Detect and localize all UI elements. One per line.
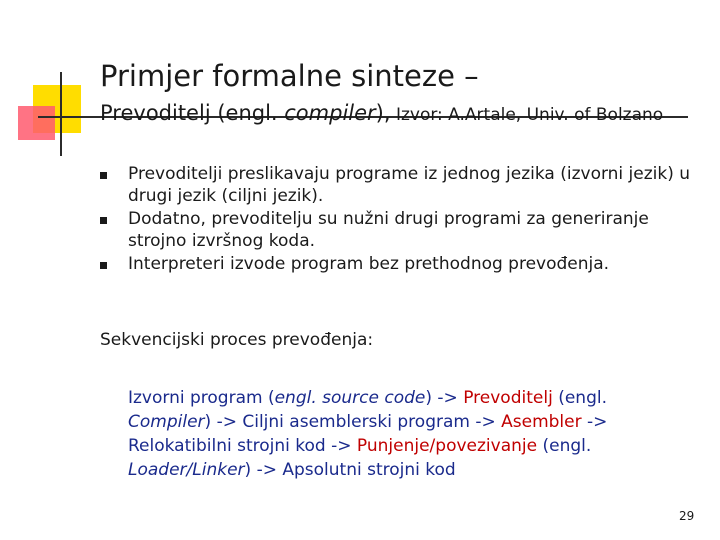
flow-engl: (engl. xyxy=(552,388,607,408)
subtitle-prefix: Prevoditelj (engl. xyxy=(100,101,285,125)
bullet-list xyxy=(100,163,700,276)
flow-source-program: Izvorni program ( xyxy=(128,388,275,408)
flow-arrow: ) -> xyxy=(244,460,283,480)
flow-arrow: ) -> xyxy=(425,388,464,408)
flow-engl: (engl. xyxy=(537,436,592,456)
flow-loader-linker: Punjenje/povezivanje xyxy=(356,436,538,456)
bullet-item xyxy=(100,163,700,207)
subtitle-suffix: ), xyxy=(375,101,391,125)
flow-arrow: -> xyxy=(325,436,357,456)
source-credit: Izvor: A.Artale, Univ. of Bolzano xyxy=(390,105,664,125)
square-bullet-icon xyxy=(100,172,107,179)
compilation-sequence xyxy=(128,386,688,482)
bullet-text: Dodatno, prevoditelju su nužni drugi programi za generiranje strojno izvršnog koda. xyxy=(128,209,649,251)
page-number: 29 xyxy=(679,509,695,523)
subtitle-italic-term: compiler xyxy=(284,101,376,125)
flow-loader-linker-term: Loader/Linker xyxy=(128,460,245,480)
decorative-vertical-line xyxy=(60,72,62,156)
flow-arrow: -> xyxy=(469,412,502,432)
bullet-item xyxy=(100,253,700,275)
flow-compiler: Prevoditelj xyxy=(463,388,553,408)
square-bullet-icon xyxy=(100,262,107,269)
bullet-item xyxy=(100,208,700,252)
bullet-text: Interpreteri izvode program bez prethodnog prevođenja. xyxy=(128,254,610,274)
slide-title: Primjer formalne sinteze – xyxy=(100,59,479,93)
flow-compiler-term: Compiler xyxy=(128,412,205,432)
decorative-red-square xyxy=(18,106,55,140)
bullet-text: Prevoditelji preslikavaju programe iz jednog jezika (izvorni jezik) u drugi jezik (ciljni jezik). xyxy=(128,164,691,206)
flow-target-assembly: Ciljni asemblerski program xyxy=(242,412,470,432)
square-bullet-icon xyxy=(100,217,107,224)
flow-assembler: Asembler xyxy=(501,412,582,432)
flow-relocatable-code: Relokatibilni strojni kod xyxy=(128,436,326,456)
slide-subtitle xyxy=(100,100,663,128)
flow-source-code-term: engl. source code xyxy=(274,388,426,408)
flow-absolute-code: Apsolutni strojni kod xyxy=(282,460,456,480)
sequence-heading: Sekvencijski proces prevođenja: xyxy=(100,330,374,350)
flow-arrow: -> xyxy=(581,412,608,432)
flow-arrow: ) -> xyxy=(204,412,243,432)
